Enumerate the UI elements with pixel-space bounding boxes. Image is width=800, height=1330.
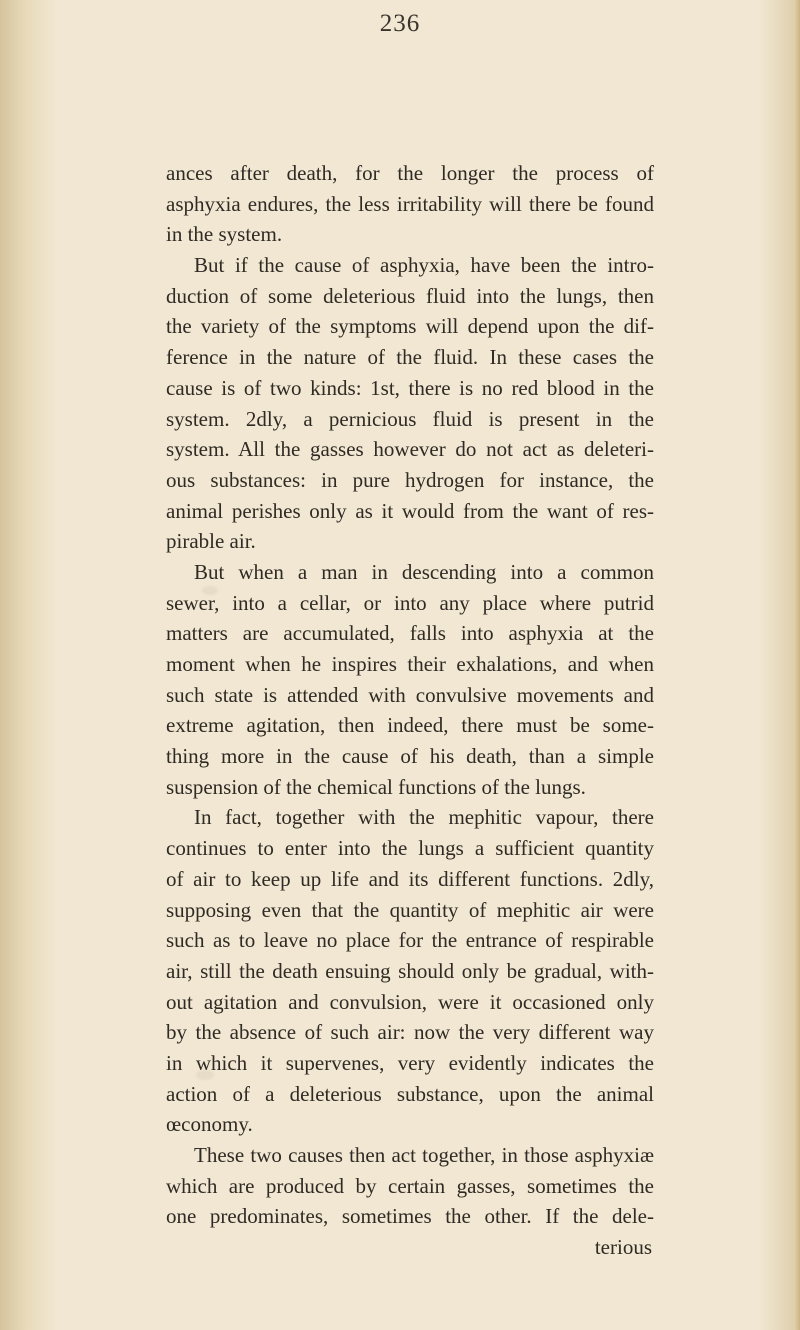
text-line: air, still the death ensuing should only be gradual, with- <box>166 958 654 983</box>
page-number: 236 <box>379 10 421 37</box>
text-line: matters are accumulated, falls into asphyxia at the <box>166 621 654 646</box>
right-page-edge <box>794 0 800 1330</box>
text-line: continues to enter into the lungs a sufficient quantity <box>166 836 654 861</box>
text-line: But when a man in descending into a common <box>194 559 654 584</box>
text-line: In fact, together with the mephitic vapour, there <box>194 805 654 830</box>
text-line: These two causes then act together, in those asphyxiæ <box>194 1143 654 1167</box>
text-line: in which it supervenes, very evidently indicates the <box>166 1050 654 1075</box>
text-line: extreme agitation, then indeed, there must be some- <box>166 713 654 738</box>
text-line: such as to leave no place for the entrance of respirable <box>166 928 654 953</box>
text-line: the variety of the symptoms will depend upon the dif- <box>166 314 654 339</box>
text-line: pirable air. <box>166 529 256 554</box>
text-line: supposing even that the quantity of mephitic air were <box>166 897 654 922</box>
text-line: sewer, into a cellar, or into any place where putrid <box>166 590 654 615</box>
text-line: by the absence of such air: now the very different way <box>166 1020 654 1045</box>
catchword: terious <box>594 1235 652 1260</box>
text-line: system. 2dly, a pernicious fluid is present in the <box>166 406 654 431</box>
text-line: of air to keep up life and its different functions. 2dly, <box>166 866 654 891</box>
text-line: ances after death, for the longer the process of <box>166 161 654 185</box>
text-line: which are produced by certain gasses, sometimes the <box>166 1173 654 1198</box>
book-text <box>166 158 654 1263</box>
text-line: cause is of two kinds: 1st, there is no red blood in the <box>166 375 654 400</box>
text-line: thing more in the cause of his death, than a simple <box>166 744 654 769</box>
text-line: moment when he inspires their exhalations, and when <box>166 652 654 676</box>
left-page-shadow <box>0 0 56 1330</box>
text-line: suspension of the chemical functions of the lungs. <box>166 774 586 799</box>
text-line: animal perishes only as it would from the want of res- <box>166 498 654 523</box>
text-line: in the system. <box>166 222 283 247</box>
text-line: duction of some deleterious fluid into the lungs, then <box>166 283 654 308</box>
text-line: system. All the gasses however do not act as deleteri- <box>166 437 654 462</box>
text-line: ous substances: in pure hydrogen for instance, the <box>166 467 654 492</box>
text-line: œconomy. <box>166 1112 253 1137</box>
text-line: asphyxia endures, the less irritability will there be found <box>166 191 654 216</box>
text-line: action of a deleterious substance, upon the animal <box>166 1081 654 1106</box>
text-line: one predominates, sometimes the other. If the dele- <box>166 1204 654 1229</box>
text-line: But if the cause of asphyxia, have been the intro- <box>194 253 654 278</box>
text-line: such state is attended with convulsive movements and <box>166 682 654 707</box>
text-line: ference in the nature of the fluid. In these cases the <box>166 345 654 370</box>
text-line: out agitation and convulsion, were it occasioned only <box>166 989 654 1014</box>
